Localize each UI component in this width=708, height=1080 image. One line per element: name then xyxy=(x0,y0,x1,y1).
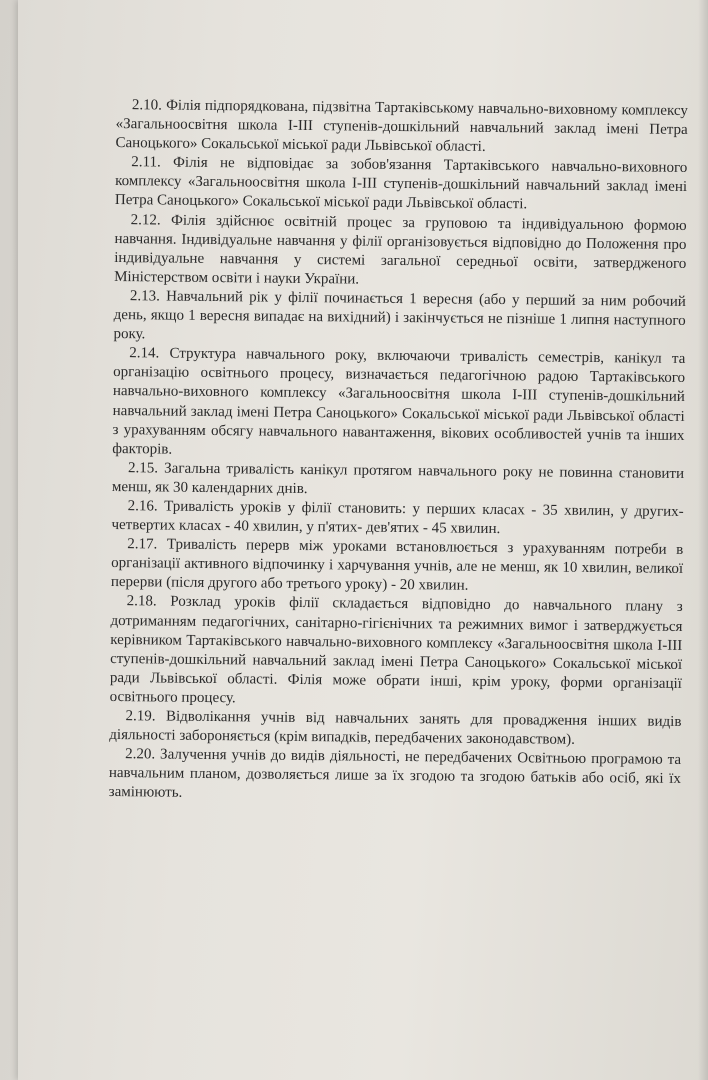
paragraph-2-16: 2.16. Тривалість уроків у філії становить: у перших класах - 35 хвилин, у других-четвертих класах - 40 хвилин, у п'ятих- дев'ятих - 45 хвилин. xyxy=(111,498,684,538)
paragraph-2-13: 2.13. Навчальний рік у філії починається 1 вересня (або у перший за ним робочий день, якщо 1 вересня випадає на вихідний) і закінчується не пізніше 1 липня наступного року. xyxy=(113,288,686,343)
paragraph-2-11: 2.11. Філія не відповідає за зобов'язання Тартаківського навчально-виховного комплексу «Загальноосвітня школа І-ІІІ ступенів-дошкільний навчальний заклад імені Петра Саноцького» Сокальської міської ради Львівської області. xyxy=(114,154,688,213)
paragraph-2-20: 2.20. Залучення учнів до видів діяльності, не передбачених Освітньою програмою та навчальним планом, дозволяється лише за їх згодою та згодою батьків або осіб, які їх замінюють. xyxy=(108,746,682,802)
paragraph-2-12: 2.12. Філія здійснює освітній процес за груповою та індивідуальною формою навчання. Індивідуальне навчання у філії організовується відповідно до Положення про індивідуальне навчання у системі загальної середньої освіти, затвердженого Міністерством освіти і науки України. xyxy=(114,211,687,288)
document-page xyxy=(18,0,708,1080)
paragraph-2-14: 2.14. Структура навчального року, включаючи тривалість семестрів, канікул та організацію освітнього процесу, визначається педагогічною радою Тартаківського навчально-виховного комплексу «Загальноосвітня школа І-ІІІ ступенів-дошкільний навчальний заклад імені Петра Саноцького» Сокальської міської ради Львівської області з урахуванням обсягу навчального навантаження, вікових особливостей учнів та інших факторів. xyxy=(112,345,686,458)
paragraph-2-10: 2.10. Філія підпорядкована, підзвітна Тартаківському навчально-виховному комплексу «Загальноосвітня школа І-ІІІ ступенів-дошкільний навчальний заклад імені Петра Саноцького» Сокальської міської ради Львівської області. xyxy=(115,97,688,156)
paragraph-2-15: 2.15. Загальна тривалість канікул протягом навчального року не повинна становити менш, як 30 календарних днів. xyxy=(111,459,685,497)
page-edge-shadow xyxy=(698,0,708,1080)
document-body xyxy=(109,96,688,808)
paragraph-2-19: 2.19. Відволікання учнів від навчальних занять для провадження інших видів діяльності забороняється (крім випадків, передбачених законодавством). xyxy=(109,708,682,748)
paragraph-2-17: 2.17. Тривалість перерв між уроками встановлюється з урахуванням потреби в організації активного відпочинку і харчування учнів, але не менш, як 10 хвилин, великої перерви (після другого або третього уроку) - 20 хвилин. xyxy=(110,536,684,595)
paragraph-2-18: 2.18. Розклад уроків філії складається відповідно до навчального плану з дотриманням педагогічних, санітарно-гігієнічних та режимних вимог і затверджується керівником Тартаківського навчально-виховного комплексу «Загальноосвітня школа І-ІІІ ступенів-дошкільний навчальний заклад імені Петра Саноцького» Сокальської міської ради Львівської області. Філія може обрати інші, крім уроку, форми організації освітнього процесу. xyxy=(109,593,683,707)
